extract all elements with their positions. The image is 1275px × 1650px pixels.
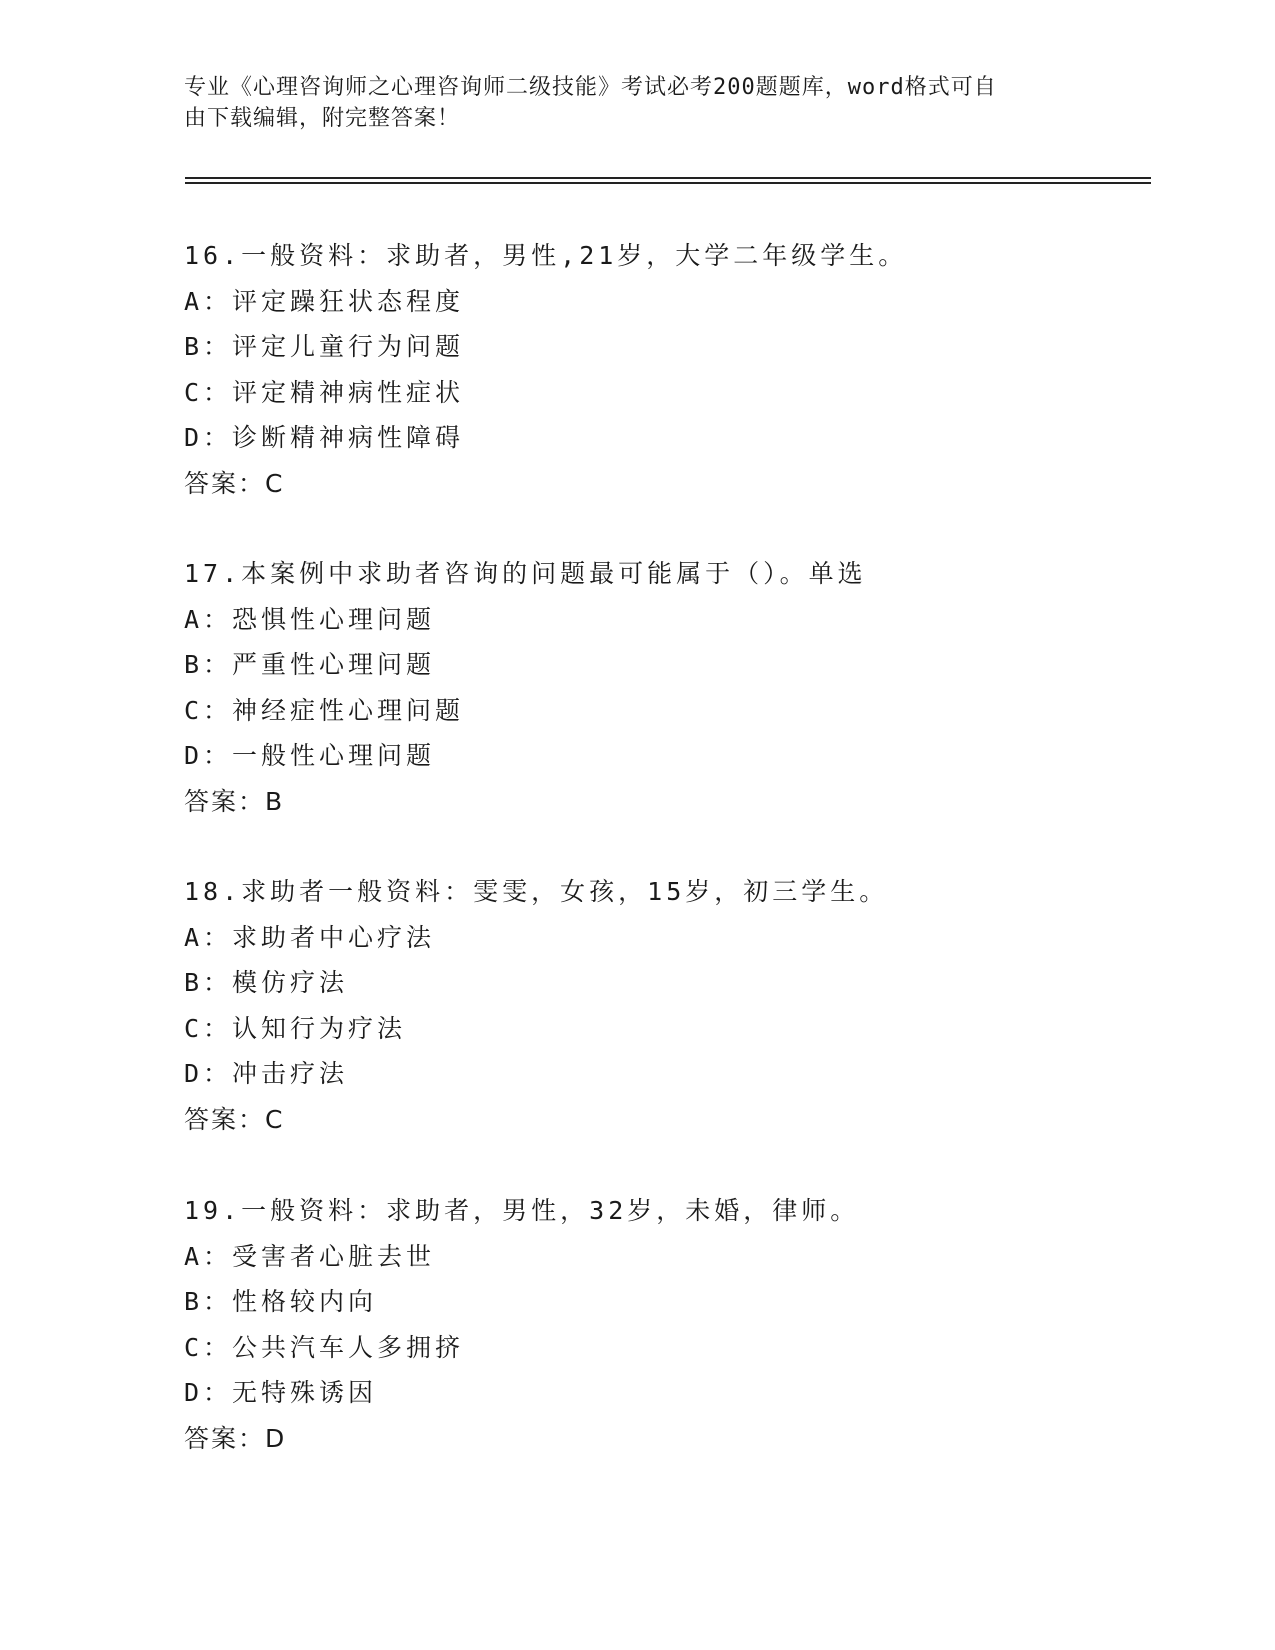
option-a: A：评定躁狂状态程度 (184, 286, 465, 316)
question-18 (184, 869, 1104, 1142)
question-16 (184, 233, 1104, 506)
answer: 答案：D (184, 1423, 287, 1453)
option-b: B：性格较内向 (184, 1287, 378, 1316)
option-a: A：求助者中心疗法 (184, 922, 436, 952)
question-title: 17.本案例中求助者咨询的问题最可能属于（）。单选 (184, 559, 867, 588)
question-title: 16.一般资料：求助者，男性,21岁，大学二年级学生。 (184, 241, 908, 270)
answer: 答案：B (184, 786, 285, 816)
option-b: B：模仿疗法 (184, 968, 349, 997)
question-17 (184, 551, 1104, 824)
option-a: A：受害者心脏去世 (184, 1241, 436, 1271)
option-c: C：神经症性心理问题 (184, 695, 465, 725)
option-d: D：诊断精神病性障碍 (184, 423, 465, 452)
answer: 答案：C (184, 468, 285, 498)
option-c: C：公共汽车人多拥挤 (184, 1332, 465, 1362)
header-line-2: 由下载编辑，附完整答案！ (184, 106, 461, 131)
question-title: 18.求助者一般资料：雯雯，女孩，15岁，初三学生。 (184, 877, 889, 906)
answer: 答案：C (184, 1104, 285, 1134)
header-divider-top (185, 177, 1151, 179)
header-divider-bottom (185, 182, 1151, 184)
question-title: 19.一般资料：求助者，男性，32岁，未婚，律师。 (184, 1196, 860, 1225)
option-c: C：认知行为疗法 (184, 1013, 407, 1043)
option-c: C：评定精神病性症状 (184, 377, 465, 407)
option-d: D：一般性心理问题 (184, 741, 436, 770)
option-d: D：冲击疗法 (184, 1059, 349, 1088)
question-19 (184, 1188, 1104, 1461)
option-d: D：无特殊诱因 (184, 1378, 378, 1407)
document-header (184, 72, 1054, 134)
option-a: A：恐惧性心理问题 (184, 604, 436, 634)
option-b: B：评定儿童行为问题 (184, 332, 465, 361)
option-b: B：严重性心理问题 (184, 650, 436, 679)
header-line-1: 专业《心理咨询师之心理咨询师二级技能》考试必考200题题库，word格式可自 (184, 75, 997, 100)
